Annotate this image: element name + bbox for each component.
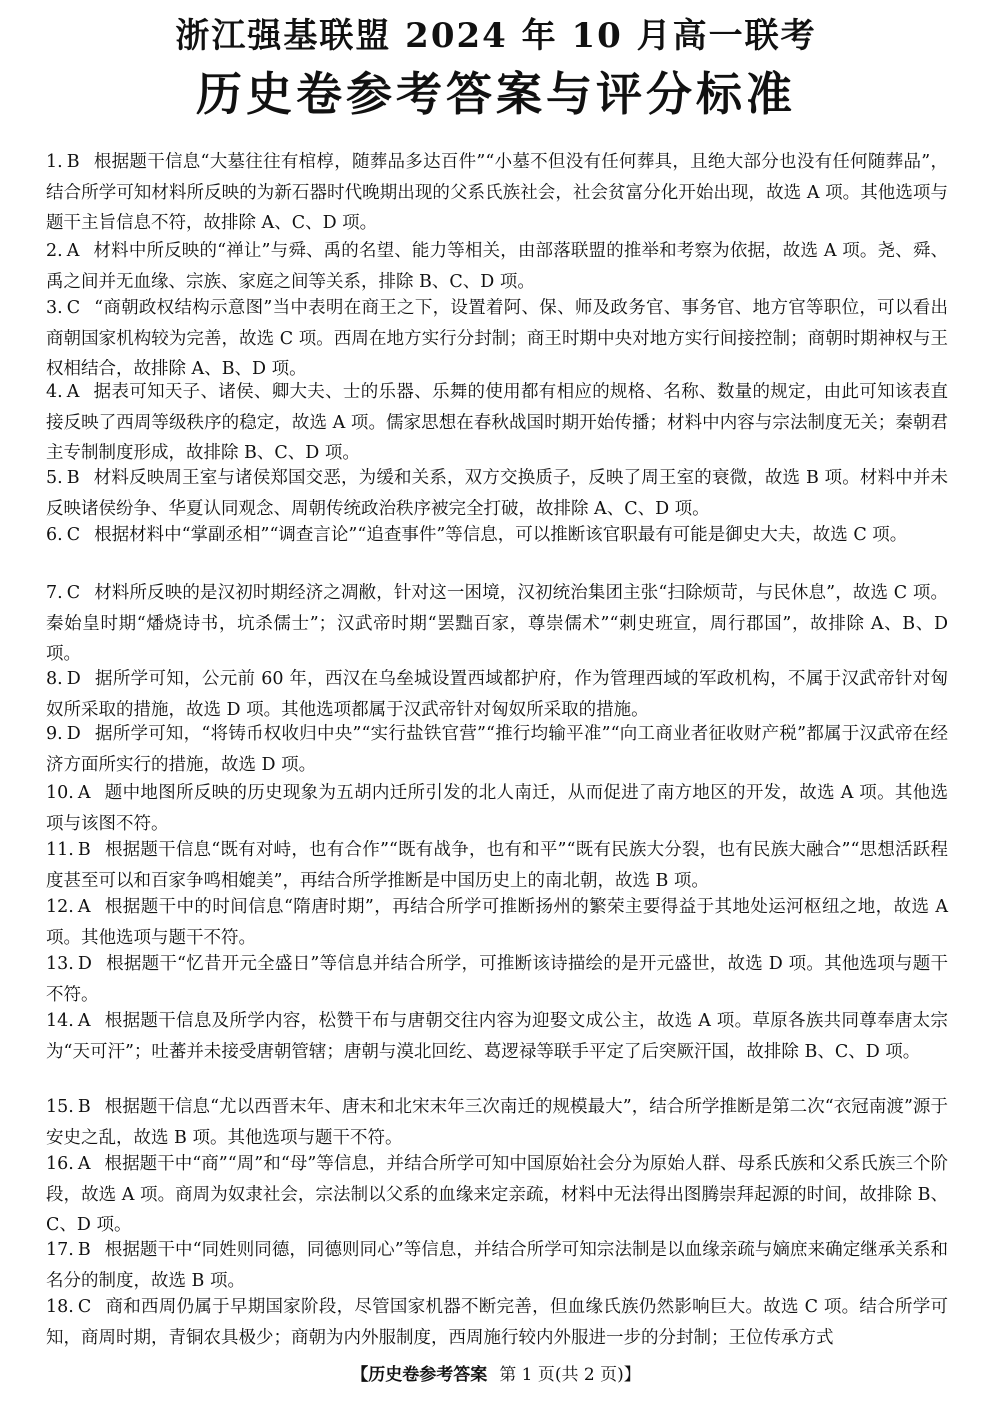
- item-explanation: 根据题干信息“既有对峙，也有合作”“既有战争，也有和平”“既有民族大分裂，也有民族大融合”“思想活跃程度甚至可以和百家争鸣相媲美”，再结合所学推断是中国历史上的南北朝，故选 B 项。: [46, 840, 948, 891]
- exam-title: 浙江强基联盟 2024 年 10 月高一联考: [175, 16, 817, 56]
- item-number: 9.: [46, 724, 63, 744]
- answer-item-7: [46, 578, 948, 670]
- answer-item-3: [46, 293, 948, 385]
- answer-item-13: [46, 949, 948, 1010]
- item-answer: A: [77, 783, 91, 803]
- item-answer: B: [66, 468, 80, 488]
- item-number: 5.: [46, 468, 63, 488]
- item-answer: C: [66, 525, 81, 545]
- answer-item-4: [46, 377, 948, 469]
- item-answer: C: [66, 298, 81, 318]
- item-number: 10.: [46, 783, 74, 803]
- item-number: 12.: [46, 897, 74, 917]
- item-explanation: 根据题干信息“大墓往往有棺椁，随葬品多达百件”“小墓不但没有任何葬具，且绝大部分也没有任何随葬品”，结合所学可知材料所反映的为新石器时代晚期出现的父系氏族社会，社会贫富分化开始出现，故选 A 项。其他选项与题干主旨信息不符，故排除 A、C、D 项。: [46, 152, 948, 234]
- item-explanation: 材料反映周王室与诸侯郑国交恶，为缓和关系，双方交换质子，反映了周王室的衰微，故选 B 项。材料中并未反映诸侯纷争、华夏认同观念、周朝传统政治秩序被完全打破，故排除 A、C、D 项。: [46, 468, 948, 519]
- item-answer: D: [66, 724, 81, 744]
- answer-item-5: [46, 463, 948, 524]
- item-number: 8.: [46, 669, 63, 689]
- footer-title: 【历史卷参考答案: [351, 1365, 488, 1385]
- footer-page-number: 第 1 页(共 2 页)】: [499, 1365, 641, 1385]
- item-number: 4.: [46, 382, 63, 402]
- item-answer: A: [66, 241, 80, 261]
- item-answer: A: [77, 1154, 91, 1174]
- item-number: 17.: [46, 1240, 74, 1260]
- item-answer: D: [77, 954, 92, 974]
- answer-item-14: [46, 1006, 948, 1067]
- item-explanation: 材料所反映的是汉初时期经济之凋敝，针对这一困境，汉初统治集团主张“扫除烦苛，与民休息”，故选 C 项。秦始皇时期“燔烧诗书，坑杀儒士”；汉武帝时期“罢黜百家，尊崇儒术”“刺史班宣，周行郡国”，故排除 A、B、D 项。: [46, 583, 948, 665]
- item-number: 3.: [46, 298, 63, 318]
- answer-item-10: [46, 778, 948, 839]
- answer-item-16: [46, 1149, 948, 1241]
- item-explanation: 题中地图所反映的历史现象为五胡内迁所引发的北人南迁，从而促进了南方地区的开发，故选 A 项。其他选项与该图不符。: [46, 783, 948, 834]
- item-explanation: 材料中所反映的“禅让”与舜、禹的名望、能力等相关，由部落联盟的推举和考察为依据，故选 A 项。尧、舜、禹之间并无血缘、宗族、家庭之间等关系，排除 B、C、D 项。: [46, 241, 948, 292]
- answer-item-12: [46, 892, 948, 953]
- item-explanation: 据所学可知，“将铸币权收归中央”“实行盐铁官营”“推行均输平准”“向工商业者征收财产税”都属于汉武帝在经济方面所实行的措施，故选 D 项。: [46, 724, 948, 775]
- answer-item-2: [46, 236, 948, 297]
- item-number: 13.: [46, 954, 74, 974]
- answer-item-1: [46, 147, 948, 239]
- answer-item-11: [46, 835, 948, 896]
- item-answer: B: [77, 840, 91, 860]
- item-number: 15.: [46, 1097, 74, 1117]
- document-title: 历史卷参考答案与评分标准: [196, 67, 796, 121]
- answer-item-6: [46, 520, 948, 551]
- item-explanation: 根据题干信息及所学内容，松赞干布与唐朝交往内容为迎娶文成公主，故选 A 项。草原各族共同尊奉唐太宗为“天可汗”；吐蕃并未接受唐朝管辖；唐朝与漠北回纥、葛逻禄等联手平定了后突厥汗国，故排除 B、C、D 项。: [46, 1011, 948, 1062]
- answer-item-17: [46, 1235, 948, 1296]
- item-explanation: 根据题干中“商”“周”和“母”等信息，并结合所学可知中国原始社会分为原始人群、母系氏族和父系氏族三个阶段，故选 A 项。商周为奴隶社会，宗法制以父系的血缘来定亲疏，材料中无法得出图腾崇拜起源的时间，故排除 B、C、D 项。: [46, 1154, 948, 1236]
- answer-item-8: [46, 664, 948, 725]
- item-explanation: 根据题干“忆昔开元全盛日”等信息并结合所学，可推断该诗描绘的是开元盛世，故选 D 项。其他选项与题干不符。: [46, 954, 948, 1005]
- answer-item-15: [46, 1092, 948, 1153]
- item-explanation: 根据题干中的时间信息“隋唐时期”，再结合所学可推断扬州的繁荣主要得益于其地处运河枢纽之地，故选 A 项。其他选项与题干不符。: [46, 897, 948, 948]
- item-answer: C: [77, 1297, 92, 1317]
- item-answer: A: [66, 382, 80, 402]
- item-answer: B: [66, 152, 80, 172]
- item-answer: A: [77, 897, 91, 917]
- item-answer: B: [77, 1097, 91, 1117]
- item-explanation: 根据材料中“掌副丞相”“调查言论”“追查事件”等信息，可以推断该官职最有可能是御史大夫，故选 C 项。: [94, 525, 908, 545]
- item-explanation: 据表可知天子、诸侯、卿大夫、士的乐器、乐舞的使用都有相应的规格、名称、数量的规定，由此可知该表直接反映了西周等级秩序的稳定，故选 A 项。儒家思想在春秋战国时期开始传播；材料中内容与宗法制度无关；秦朝君主专制制度形成，故排除 B、C、D 项。: [46, 382, 948, 464]
- item-number: 2.: [46, 241, 63, 261]
- item-explanation: 根据题干中“同姓则同德，同德则同心”等信息，并结合所学可知宗法制是以血缘亲疏与嫡庶来确定继承关系和名分的制度，故选 B 项。: [46, 1240, 948, 1291]
- item-number: 11.: [46, 840, 74, 860]
- item-answer: A: [77, 1011, 91, 1031]
- item-explanation: 根据题干信息“尤以西晋末年、唐末和北宋末年三次南迁的规模最大”，结合所学推断是第二次“衣冠南渡”源于安史之乱，故选 B 项。其他选项与题干不符。: [46, 1097, 948, 1148]
- item-number: 6.: [46, 525, 63, 545]
- item-number: 18.: [46, 1297, 74, 1317]
- item-number: 14.: [46, 1011, 74, 1031]
- item-answer: C: [66, 583, 81, 603]
- item-explanation: 商和西周仍属于早期国家阶段，尽管国家机器不断完善，但血缘氏族仍然影响巨大。故选 C 项。结合所学可知，商周时期，青铜农具极少；商朝为内外服制度，西周施行较内外服进一步的分封制；王位传承方式: [46, 1297, 948, 1348]
- item-number: 7.: [46, 583, 63, 603]
- item-number: 16.: [46, 1154, 74, 1174]
- page-footer: [0, 1363, 992, 1387]
- item-explanation: “商朝政权结构示意图”当中表明在商王之下，设置着阿、保、师及政务官、事务官、地方官等职位，可以看出商朝国家机构较为完善，故选 C 项。西周在地方实行分封制；商王时期中央对地方实行间接控制；商朝时期神权与王权相结合，故排除 A、B、D 项。: [46, 298, 948, 380]
- item-answer: D: [66, 669, 81, 689]
- item-explanation: 据所学可知，公元前 60 年，西汉在乌垒城设置西域都护府，作为管理西域的军政机构，不属于汉武帝针对匈奴所采取的措施，故选 D 项。其他选项都属于汉武帝针对匈奴所采取的措施。: [46, 669, 948, 720]
- item-answer: B: [77, 1240, 91, 1260]
- item-number: 1.: [46, 152, 63, 172]
- answer-item-9: [46, 719, 948, 780]
- answer-item-18: [46, 1292, 948, 1353]
